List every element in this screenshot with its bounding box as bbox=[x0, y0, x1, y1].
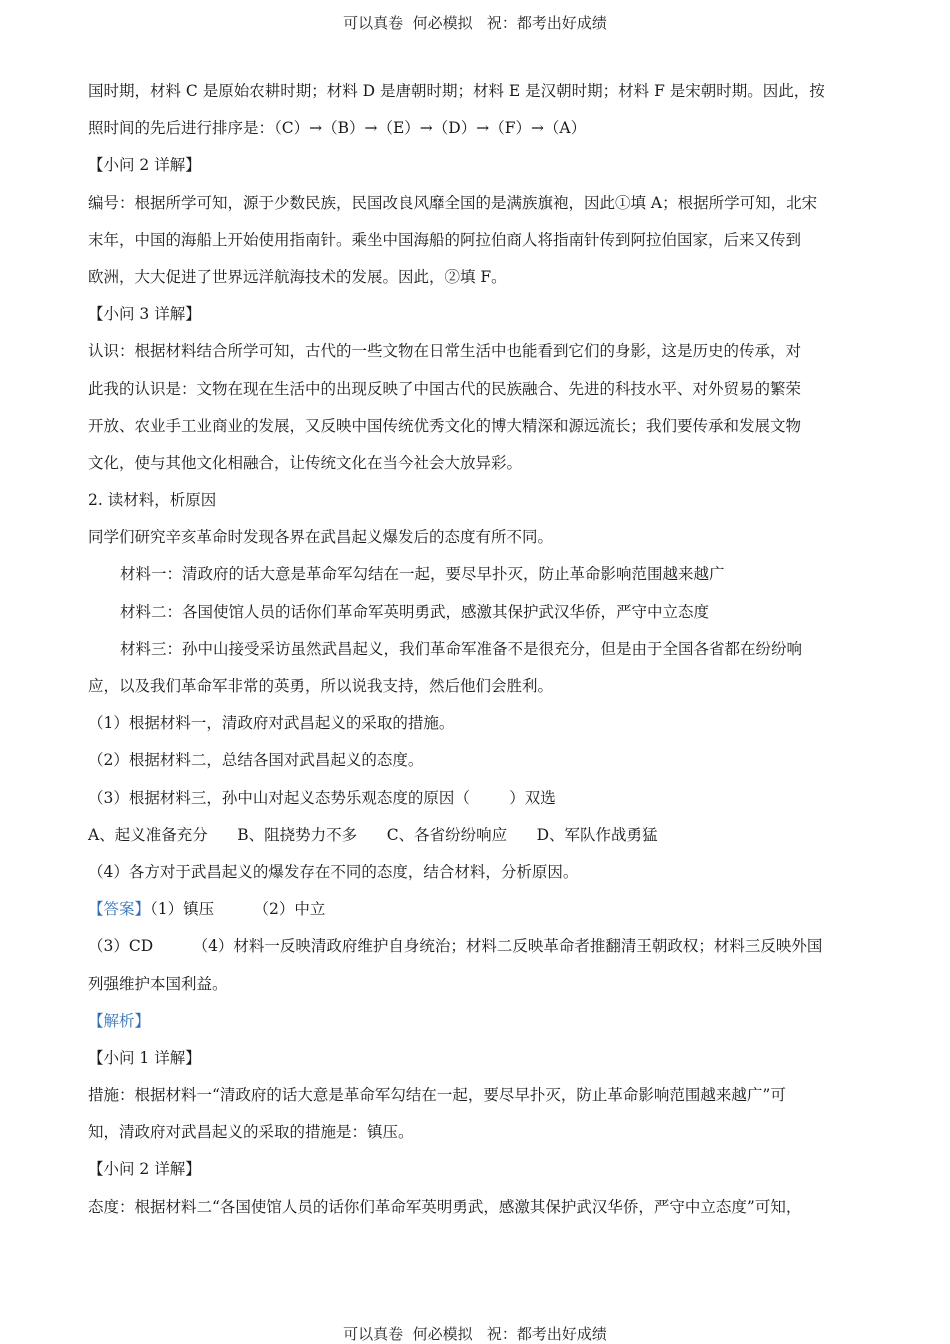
page-footer: 可以真卷 何必模拟 祝：都考出好成绩 bbox=[343, 1325, 607, 1343]
page-header: 可以真卷 何必模拟 祝：都考出好成绩 bbox=[343, 14, 607, 32]
text-line: 编号：根据所学可知，源于少数民族，民国改良风靡全国的是满族旗袍，因此①填 A；根据所学可知，北宋 bbox=[88, 193, 818, 212]
text-line: 同学们研究辛亥革命时发现各界在武昌起义爆发后的态度有所不同。 bbox=[88, 528, 554, 547]
section-heading: 【小问 2 详解】 bbox=[88, 1160, 201, 1179]
answer-label: 【答案】 bbox=[88, 900, 151, 919]
text-line: 此我的认识是：文物在现在生活中的出现反映了中国古代的民族融合、先进的科技水平、对外贸易的繁荣 bbox=[88, 379, 802, 398]
sub-question: （2）根据材料二，总结各国对武昌起义的态度。 bbox=[88, 751, 424, 770]
text-line: 应，以及我们革命军非常的英勇，所以说我支持，然后他们会胜利。 bbox=[88, 677, 554, 695]
section-heading: 【小问 2 详解】 bbox=[88, 156, 201, 175]
material-line: 材料三：孙中山接受采访虽然武昌起义，我们革命军准备不是很充分，但是由于全国各省都在纷纷响 bbox=[120, 639, 803, 658]
text-line: 知，清政府对武昌起义的采取的措施是：镇压。 bbox=[88, 1123, 414, 1142]
answer-line bbox=[88, 896, 868, 933]
text-line: 列强维护本国利益。 bbox=[88, 974, 228, 993]
text-line: 认识：根据材料结合所学可知，古代的一些文物在日常生活中也能看到它们的身影，这是历史的传承，对 bbox=[88, 342, 802, 361]
document-body bbox=[88, 78, 868, 1231]
text-line: 照时间的先后进行排序是：（C）→（B）→（E）→（D）→（F）→（A） bbox=[88, 119, 587, 138]
text-line: 态度：根据材料二“各国使馆人员的话你们革命军英明勇武，感激其保护武汉华侨，严守中立态度”可知， bbox=[88, 1197, 802, 1216]
text-line: 措施：根据材料一“清政府的话大意是革命军勾结在一起，要尽早扑灭，防止革命影响范围越来越广”可 bbox=[88, 1086, 786, 1105]
analysis-label: 【解析】 bbox=[88, 1011, 151, 1030]
text-line: 欧洲，大大促进了世界远洋航海技术的发展。因此，②填 F。 bbox=[88, 267, 507, 286]
text-line: 国时期，材料 C 是原始农耕时期；材料 D 是唐朝时期；材料 E 是汉朝时期；材料 F 是宋朝时期。因此，按 bbox=[88, 82, 825, 100]
sub-question: （4）各方对于武昌起义的爆发存在不同的态度，结合材料，分析原因。 bbox=[88, 862, 579, 881]
sub-question: （3）根据材料三，孙中山对起义态势乐观态度的原因（ ）双选 bbox=[88, 788, 556, 807]
section-heading: 【小问 3 详解】 bbox=[88, 305, 201, 324]
answer-options: A、起义准备充分 B、阻挠势力不多 C、各省纷纷响应 D、军队作战勇猛 bbox=[88, 825, 658, 844]
text-line: 开放、农业手工业商业的发展，又反映中国传统优秀文化的博大精深和源远流长；我们要传承和发展文物 bbox=[88, 416, 802, 435]
material-line: 材料一：清政府的话大意是革命军勾结在一起，要尽早扑灭，防止革命影响范围越来越广 bbox=[120, 565, 725, 584]
section-heading: 【小问 1 详解】 bbox=[88, 1048, 201, 1067]
text-line: 文化，使与其他文化相融合，让传统文化在当今社会大放异彩。 bbox=[88, 453, 523, 472]
question-title: 2. 读材料，析原因 bbox=[88, 491, 217, 510]
text-line: 末年，中国的海船上开始使用指南针。乘坐中国海船的阿拉伯商人将指南针传到阿拉伯国家，后来又传到 bbox=[88, 230, 802, 249]
material-line: 材料二：各国使馆人员的话你们革命军英明勇武，感激其保护武汉华侨，严守中立态度 bbox=[120, 602, 710, 621]
sub-question: （1）根据材料一，清政府对武昌起义的采取的措施。 bbox=[88, 714, 455, 733]
answer-line: （3）CD （4）材料一反映清政府维护自身统治；材料二反映革命者推翻清王朝政权；材料三反映外国 bbox=[88, 937, 823, 956]
answer-text: （1）镇压 （2）中立 bbox=[150, 900, 326, 919]
